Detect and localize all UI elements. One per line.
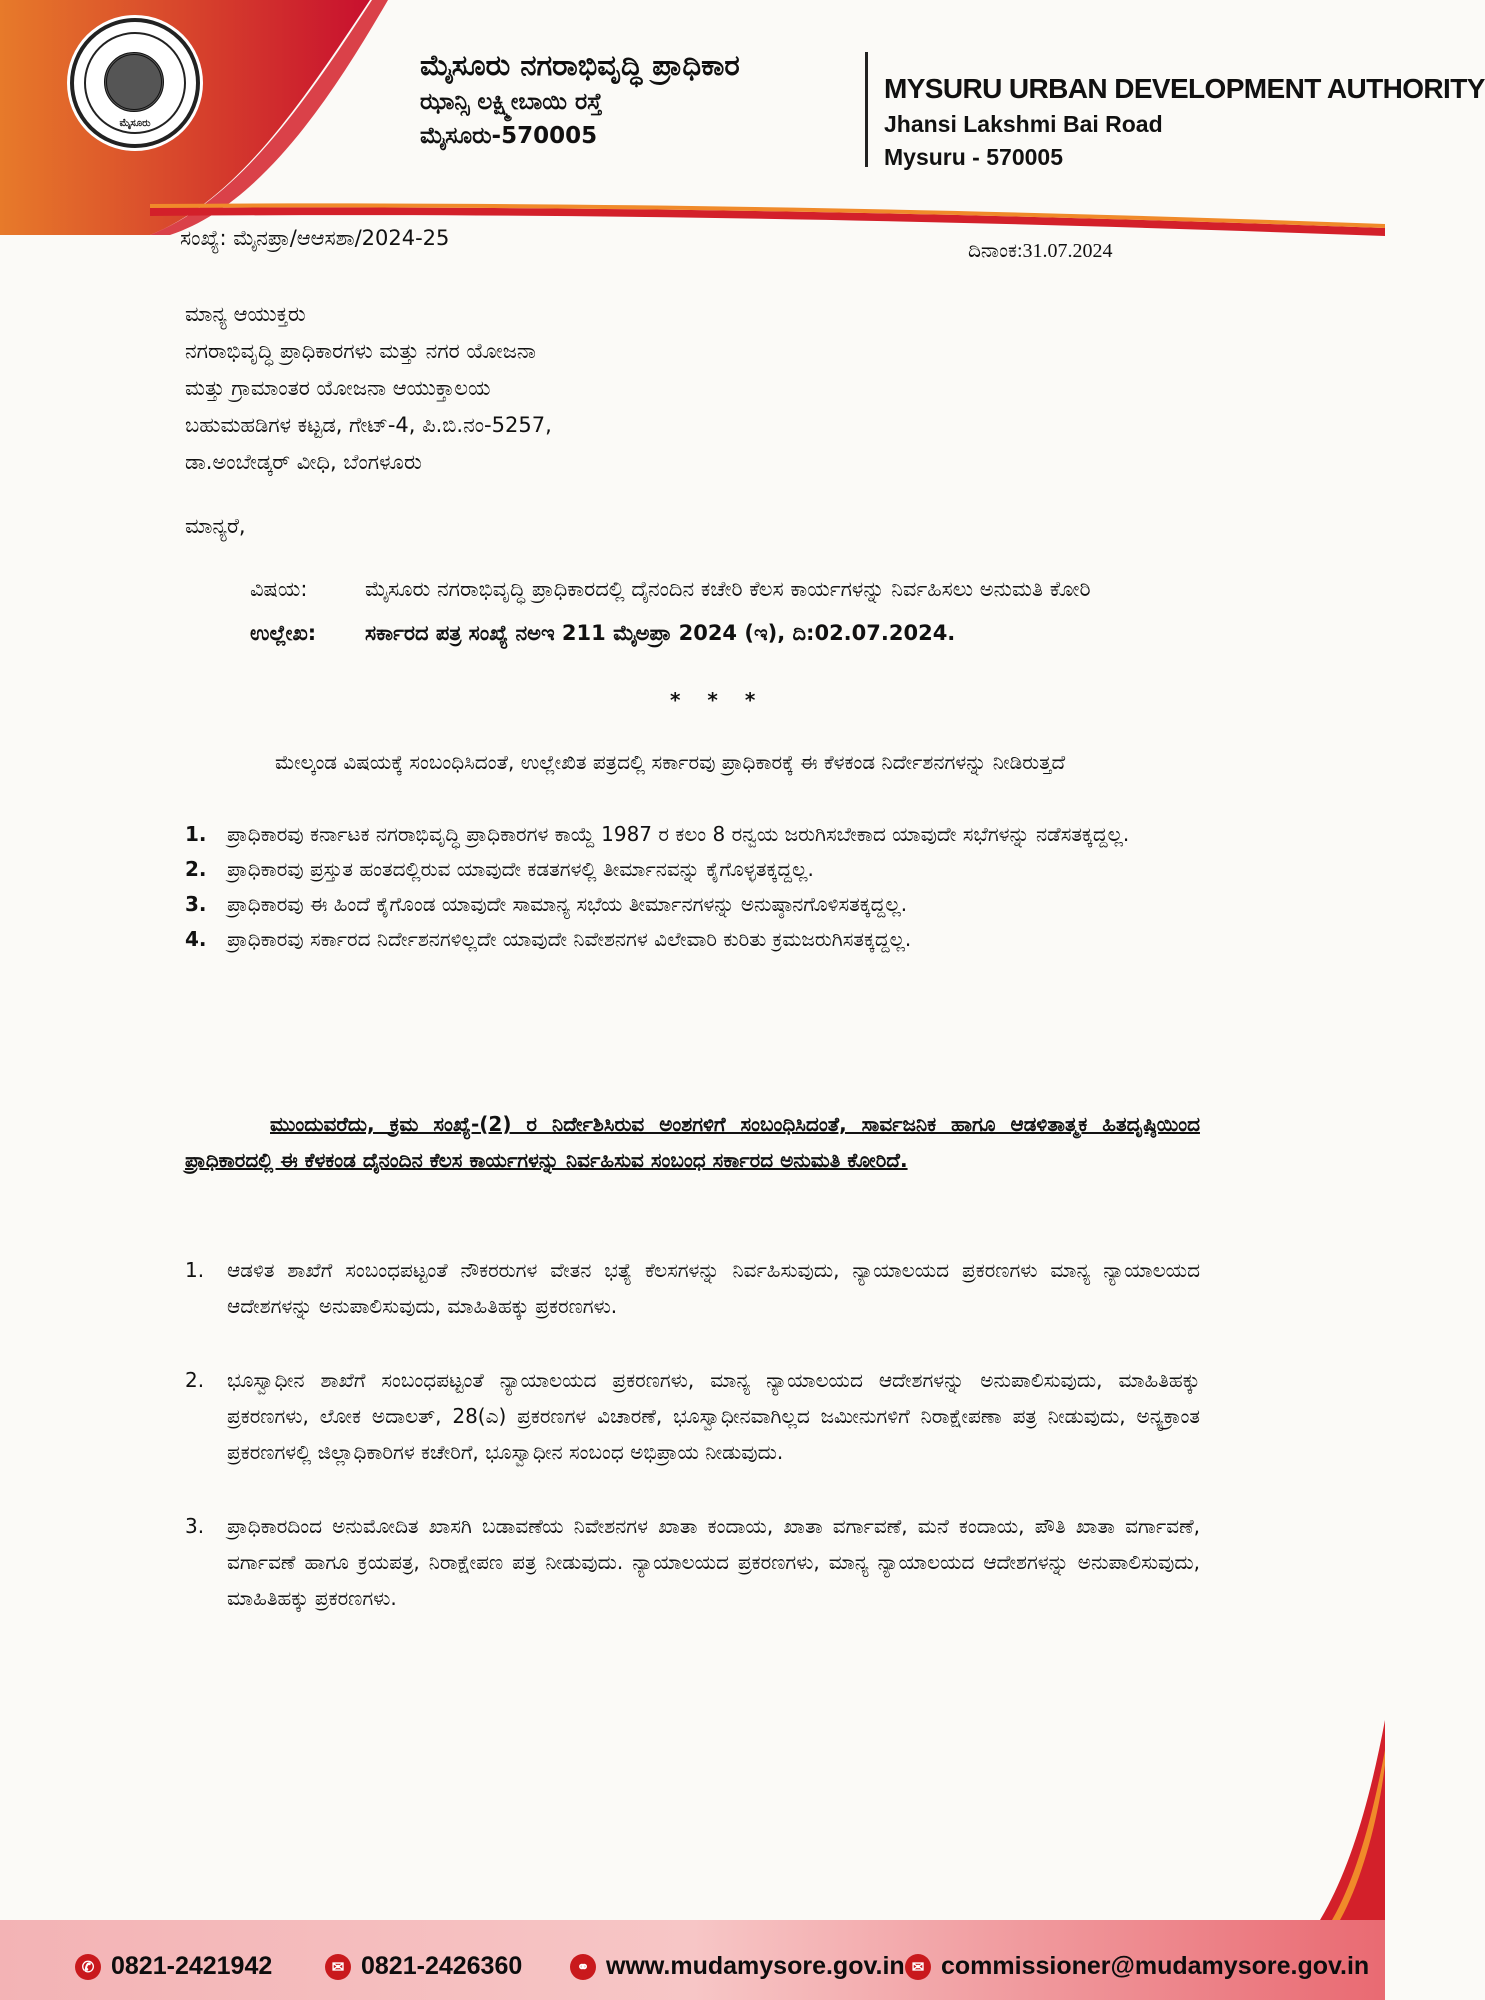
list-item bbox=[185, 1362, 1200, 1470]
recipient-address bbox=[185, 296, 552, 481]
item-text: ಪ್ರಾಧಿಕಾರವು ಈ ಹಿಂದೆ ಕೈಗೊಂಡ ಯಾವುದೇ ಸಾಮಾನ್ಯ ಸಭೆಯ ತೀರ್ಮಾನಗಳನ್ನು ಅನುಷ್ಠಾನಗೊಳಿಸತಕ್ಕದ್ದಲ್ಲ. bbox=[227, 892, 908, 916]
footer-email[interactable] bbox=[905, 1952, 1369, 1981]
address-line: ಡಾ.ಅಂಬೇಡ್ಕರ್ ವೀಧಿ, ಬೆಂಗಳೂರು bbox=[185, 450, 422, 474]
list-item bbox=[185, 923, 1200, 956]
address-line: ಬಹುಮಹಡಿಗಳ ಕಟ್ಟಡ, ಗೇಟ್-4, ಪಿ.ಬಿ.ನಂ-5257, bbox=[185, 413, 552, 437]
fax-icon: ✉ bbox=[325, 1954, 351, 1980]
road-en: Jhansi Lakshmi Bai Road bbox=[884, 111, 1163, 137]
globe-icon: ⚭ bbox=[570, 1954, 596, 1980]
item-text: ಆಡಳಿತ ಶಾಖೆಗೆ ಸಂಬಂಧಪಟ್ಟಂತೆ ನೌಕರರುಗಳ ವೇತನ ಭತ್ಯೆ ಕೆಲಸಗಳನ್ನು ನಿರ್ವಹಿಸುವುದು, ನ್ಯಾಯಾಲಯದ ಪ್ರಕರಣಗಳು ಮಾನ್ಯ ನ್ಯಾಯಾಲಯದ ಆದೇಶಗಳನ್ನು ಅನುಪಾಲಿಸುವುದು, ಮಾಹಿತಿಹಕ್ಕು ಪ್ರಕರಣಗಳು. bbox=[227, 1258, 1200, 1318]
directions-list bbox=[185, 818, 1200, 958]
item-number: 1. bbox=[185, 822, 207, 846]
item-number: 1. bbox=[185, 1258, 205, 1282]
footer-website[interactable] bbox=[570, 1952, 905, 1981]
subject-block bbox=[250, 572, 1225, 650]
phone-icon: ✆ bbox=[75, 1954, 101, 1980]
email-link: commissioner@mudamysore.gov.in bbox=[941, 1952, 1370, 1980]
letter-date: ದಿನಾಂಕ:31.07.2024 bbox=[968, 240, 1113, 262]
list-item bbox=[185, 1252, 1200, 1324]
fax-number: 0821-2426360 bbox=[361, 1952, 523, 1980]
item-number: 4. bbox=[185, 927, 207, 951]
tasks-list bbox=[185, 1252, 1200, 1654]
item-text: ಪ್ರಾಧಿಕಾರವು ಕರ್ನಾಟಕ ನಗರಾಭಿವೃದ್ಧಿ ಪ್ರಾಧಿಕಾರಗಳ ಕಾಯ್ದೆ 1987 ರ ಕಲಂ 8 ರನ್ವಯ ಜರುಗಿಸಬೇಕಾದ ಯಾವುದೇ ಸಭೆಗಳನ್ನು ನಡೆಸತಕ್ಕದ್ದಲ್ಲ. bbox=[227, 822, 1130, 846]
salutation: ಮಾನ್ಯರೆ, bbox=[185, 514, 246, 538]
header-english bbox=[884, 70, 1485, 174]
emblem-icon bbox=[104, 52, 164, 112]
corner-accent bbox=[1300, 1720, 1385, 1920]
item-number: 3. bbox=[185, 892, 207, 916]
header-divider bbox=[865, 52, 868, 167]
website-link: www.mudamysore.gov.in bbox=[606, 1952, 905, 1980]
address-line: ನಗರಾಭಿವೃದ್ಧಿ ಪ್ರಾಧಿಕಾರಗಳು ಮತ್ತು ನಗರ ಯೋಜನಾ bbox=[185, 339, 536, 363]
item-text: ಪ್ರಾಧಿಕಾರವು ಸರ್ಕಾರದ ನಿರ್ದೇಶನಗಳಿಲ್ಲದೇ ಯಾವುದೇ ನಿವೇಶನಗಳ ವಿಲೇವಾರಿ ಕುರಿತು ಕ್ರಮಜರುಗಿಸತಕ್ಕದ್ದಲ್ಲ. bbox=[227, 927, 912, 951]
address-line: ಮತ್ತು ಗ್ರಾಮಾಂತರ ಯೋಜನಾ ಆಯುಕ್ತಾಲಯ bbox=[185, 376, 491, 400]
city-kn: ಮೈಸೂರು-570005 bbox=[420, 123, 598, 149]
intro-paragraph: ಮೇಲ್ಕಂಡ ವಿಷಯಕ್ಕೆ ಸಂಬಂಧಿಸಿದಂತೆ, ಉಲ್ಲೇಖಿತ ಪತ್ರದಲ್ಲಿ ಸರ್ಕಾರವು ಪ್ರಾಧಿಕಾರಕ್ಕೆ ಈ ಕೆಳಕಂಡ ನಿರ್ದೇಶನಗಳನ್ನು ನೀಡಿರುತ್ತದೆ bbox=[275, 750, 1066, 774]
road-kn: ಝಾನ್ಸಿ ಲಕ್ಷ್ಮೀಬಾಯಿ ರಸ್ತೆ bbox=[420, 89, 603, 115]
org-name-en: MYSURU URBAN DEVELOPMENT AUTHORITY bbox=[884, 73, 1485, 104]
list-item bbox=[185, 853, 1200, 886]
footer-fax[interactable] bbox=[325, 1952, 522, 1981]
seal-text: ಮೈಸೂರು bbox=[119, 118, 151, 129]
separator-stars: * * * bbox=[670, 688, 766, 712]
reference-label: ಉಲ್ಲೇಖ: bbox=[250, 621, 317, 645]
item-text: ಪ್ರಾಧಿಕಾರದಿಂದ ಅನುಮೋದಿತ ಖಾಸಗಿ ಬಡಾವಣೆಯ ನಿವೇಶನಗಳ ಖಾತಾ ಕಂದಾಯ, ಖಾತಾ ವರ್ಗಾವಣೆ, ಮನೆ ಕಂದಾಯ, ಪೌತಿ ಖಾತಾ ವರ್ಗಾವಣೆ, ವರ್ಗಾವಣೆ ಹಾಗೂ ಕ್ರಯಪತ್ರ, ನಿರಾಕ್ಷೇಪಣ ಪತ್ರ ನೀಡುವುದು. ನ್ಯಾಯಾಲಯದ ಪ್ರಕರಣಗಳು, ಮಾನ್ಯ ನ್ಯಾಯಾಲಯದ ಆದೇಶಗಳನ್ನು ಅನುಪಾಲಿಸುವುದು, ಮಾಹಿತಿಹಕ್ಕು ಪ್ರಕರಣಗಳು. bbox=[227, 1514, 1200, 1610]
reference-text: ಸರ್ಕಾರದ ಪತ್ರ ಸಂಖ್ಯೆ ನಅಇ 211 ಮೈಅಪ್ರಾ 2024 (ಇ), ದಿ:02.07.2024. bbox=[365, 621, 956, 645]
footer-phone[interactable] bbox=[75, 1952, 272, 1981]
item-text: ಪ್ರಾಧಿಕಾರವು ಪ್ರಸ್ತುತ ಹಂತದಲ್ಲಿರುವ ಯಾವುದೇ ಕಡತಗಳಲ್ಲಿ ತೀರ್ಮಾನವನ್ನು ಕೈಗೊಳ್ಳತಕ್ಕದ್ದಲ್ಲ. bbox=[227, 857, 814, 881]
item-number: 3. bbox=[185, 1514, 205, 1538]
item-number: 2. bbox=[185, 857, 207, 881]
muda-seal-logo bbox=[70, 18, 200, 148]
city-en: Mysuru - 570005 bbox=[884, 144, 1063, 170]
address-line: ಮಾನ್ಯ ಆಯುಕ್ತರು bbox=[185, 302, 306, 326]
org-name-kn: ಮೈಸೂರು ನಗರಾಭಿವೃದ್ಧಿ ಪ್ರಾಧಿಕಾರ bbox=[420, 48, 740, 82]
phone-number: 0821-2421942 bbox=[111, 1952, 273, 1980]
mail-icon: ✉ bbox=[905, 1954, 931, 1980]
request-paragraph: ಮುಂದುವರೆದು, ಕ್ರಮ ಸಂಖ್ಯೆ-(2) ರ ನಿರ್ದೇಶಿಸಿರುವ ಅಂಶಗಳಿಗೆ ಸಂಬಂಧಿಸಿದಂತೆ, ಸಾರ್ವಜನಿಕ ಹಾಗೂ ಆಡಳಿತಾತ್ಮಕ ಹಿತದೃಷ್ಠಿಯಿಂದ ಪ್ರಾಧಿಕಾರದಲ್ಲಿ ಈ ಕೆಳಕಂಡ ದೈನಂದಿನ ಕೆಲಸ ಕಾರ್ಯಗಳನ್ನು ನಿರ್ವಹಿಸುವ ಸಂಬಂಧ ಸರ್ಕಾರದ ಅನುಮತಿ ಕೋರಿದೆ. bbox=[185, 1112, 1200, 1172]
list-item bbox=[185, 818, 1200, 851]
item-text: ಭೂಸ್ವಾಧೀನ ಶಾಖೆಗೆ ಸಂಬಂಧಪಟ್ಟಂತೆ ನ್ಯಾಯಾಲಯದ ಪ್ರಕರಣಗಳು, ಮಾನ್ಯ ನ್ಯಾಯಾಲಯದ ಆದೇಶಗಳನ್ನು ಅನುಪಾಲಿಸುವುದು, ಮಾಹಿತಿಹಕ್ಕು ಪ್ರಕರಣಗಳು, ಲೋಕ ಅದಾಲತ್, 28(ಎ) ಪ್ರಕರಣಗಳ ವಿಚಾರಣೆ, ಭೂಸ್ವಾಧೀನವಾಗಿಲ್ಲದ ಜಮೀನುಗಳಿಗೆ ನಿರಾಕ್ಷೇಪಣಾ ಪತ್ರ ನೀಡುವುದು, ಅನ್ಯಕ್ರಾಂತ ಪ್ರಕರಣಗಳಲ್ಲಿ ಜಿಲ್ಲಾಧಿಕಾರಿಗಳ ಕಚೇರಿಗೆ, ಭೂಸ್ವಾಧೀನ ಸಂಬಂಧ ಅಭಿಪ್ರಾಯ ನೀಡುವುದು. bbox=[227, 1368, 1200, 1464]
list-item bbox=[185, 1508, 1200, 1616]
reference-number: ಸಂಖ್ಯೆ: ಮೈನಪ್ರಾ/ಆಆಸಶಾ/2024-25 bbox=[180, 226, 450, 250]
subject-text: ಮೈಸೂರು ನಗರಾಭಿವೃದ್ಧಿ ಪ್ರಾಧಿಕಾರದಲ್ಲಿ ದೈನಂದಿನ ಕಚೇರಿ ಕೆಲಸ ಕಾರ್ಯಗಳನ್ನು ನಿರ್ವಹಿಸಲು ಅನುಮತಿ ಕೋರಿ bbox=[365, 577, 1091, 601]
item-number: 2. bbox=[185, 1368, 205, 1392]
header-kannada bbox=[420, 45, 860, 153]
subject-label: ವಿಷಯ: bbox=[250, 577, 308, 601]
list-item bbox=[185, 888, 1200, 921]
